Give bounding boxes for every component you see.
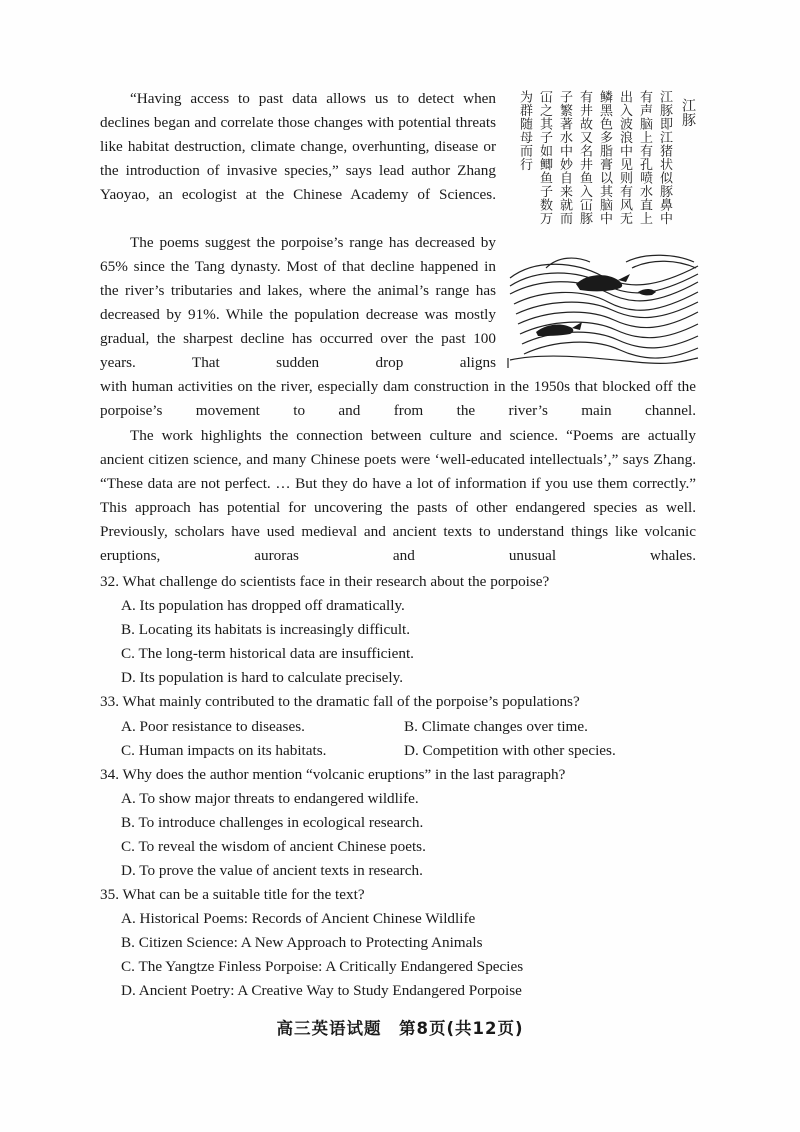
question-33-stem: 33. What mainly contributed to the dramatic fall of the porpoise’s populations? xyxy=(100,693,580,710)
illustration-text-column: 为群随母而行 xyxy=(517,90,532,171)
illustration-text-column: 有井故又名井鱼入冚豚 xyxy=(577,90,592,225)
illustration-title: 江豚 xyxy=(680,98,696,127)
paragraph-1: “Having access to past data allows us to detect when declines began and correlate those changes with potential threats like habitat destruction, climate change, overhunting, disease or the introduction of invasive species,” says lead author Zhang Yaoyao, an ecologist at the Chinese Academy of Sciences. xyxy=(100,90,496,203)
paragraph-3: The work highlights the connection between culture and science. “Poems are actually ancient citizen science, and many Chinese poets were ‘well-educated intellectuals’,” says Zhang. “These data are not perfect. … But they do have a lot of information if you use them correctly.” This approach has potential for uncovering the pasts of other endangered species as well. Previously, scholars have used medieval and ancient texts to understand things like volcanic eruptions, auroras and unusual whales. xyxy=(100,427,696,564)
question-35-stem: 35. What can be a suitable title for the text? xyxy=(100,886,365,903)
question-34-option-d: D. To prove the value of ancient texts in research. xyxy=(121,862,423,879)
question-32-stem: 32. What challenge do scientists face in their research about the porpoise? xyxy=(100,573,550,590)
question-35-option-c: C. The Yangtze Finless Porpoise: A Critically Endangered Species xyxy=(121,958,524,975)
page-footer: 高三英语试题 第8页(共12页) xyxy=(276,1019,524,1038)
question-35-option-b: B. Citizen Science: A New Approach to Protecting Animals xyxy=(121,934,483,951)
illustration-text-column: 鳞黑色多脂膏以其脑中 xyxy=(597,90,612,225)
question-33-option-c: C. Human impacts on its habitats. xyxy=(121,742,327,759)
question-34-option-c: C. To reveal the wisdom of ancient Chinese poets. xyxy=(121,838,426,855)
porpoise-woodcut-drawing xyxy=(506,248,702,370)
question-35-option-a: A. Historical Poems: Records of Ancient Chinese Wildlife xyxy=(121,910,476,927)
question-34-option-b: B. To introduce challenges in ecological research. xyxy=(121,814,424,831)
question-32-option-d: D. Its population is hard to calculate precisely. xyxy=(121,669,404,686)
question-32-option-c: C. The long-term historical data are insufficient. xyxy=(121,645,414,662)
question-33-option-d: D. Competition with other species. xyxy=(404,742,616,759)
illustration-text-column: 江豚即江猪状似豚鼻中 xyxy=(657,90,672,225)
illustration-text-column: 子繁著水中妙自来就而 xyxy=(557,90,572,225)
question-32-option-a: A. Its population has dropped off dramatically. xyxy=(121,597,405,614)
illustration-text-column: 有声脑上有孔喷水直上 xyxy=(637,90,652,225)
paragraph-2-wrapped: The poems suggest the porpoise’s range has decreased by 65% since the Tang dynasty. Most of that decline happened in the river’s tributaries and lakes, where the animal’s range has decreased by 91%. While the population decrease was mostly gradual, the sharpest decline has occurred over the past 100 years. That sudden drop aligns xyxy=(100,234,496,371)
question-35-option-d: D. Ancient Poetry: A Creative Way to Study Endangered Porpoise xyxy=(121,982,522,999)
question-34-option-a: A. To show major threats to endangered wildlife. xyxy=(121,790,419,807)
paragraph-2-continued: with human activities on the river, especially dam construction in the 1950s that blocked off the porpoise’s movement to and from the river’s main channel. xyxy=(100,378,696,419)
question-34-stem: 34. Why does the author mention “volcanic eruptions” in the last paragraph? xyxy=(100,766,566,783)
illustration-text-column: 冚之其子如鲫鱼子数万 xyxy=(537,90,552,225)
question-33-option-a: A. Poor resistance to diseases. xyxy=(121,718,305,735)
question-33-option-b: B. Climate changes over time. xyxy=(404,718,588,735)
question-32-option-b: B. Locating its habitats is increasingly difficult. xyxy=(121,621,411,638)
illustration-text-column: 出入波浪中见则有风无 xyxy=(617,90,632,225)
